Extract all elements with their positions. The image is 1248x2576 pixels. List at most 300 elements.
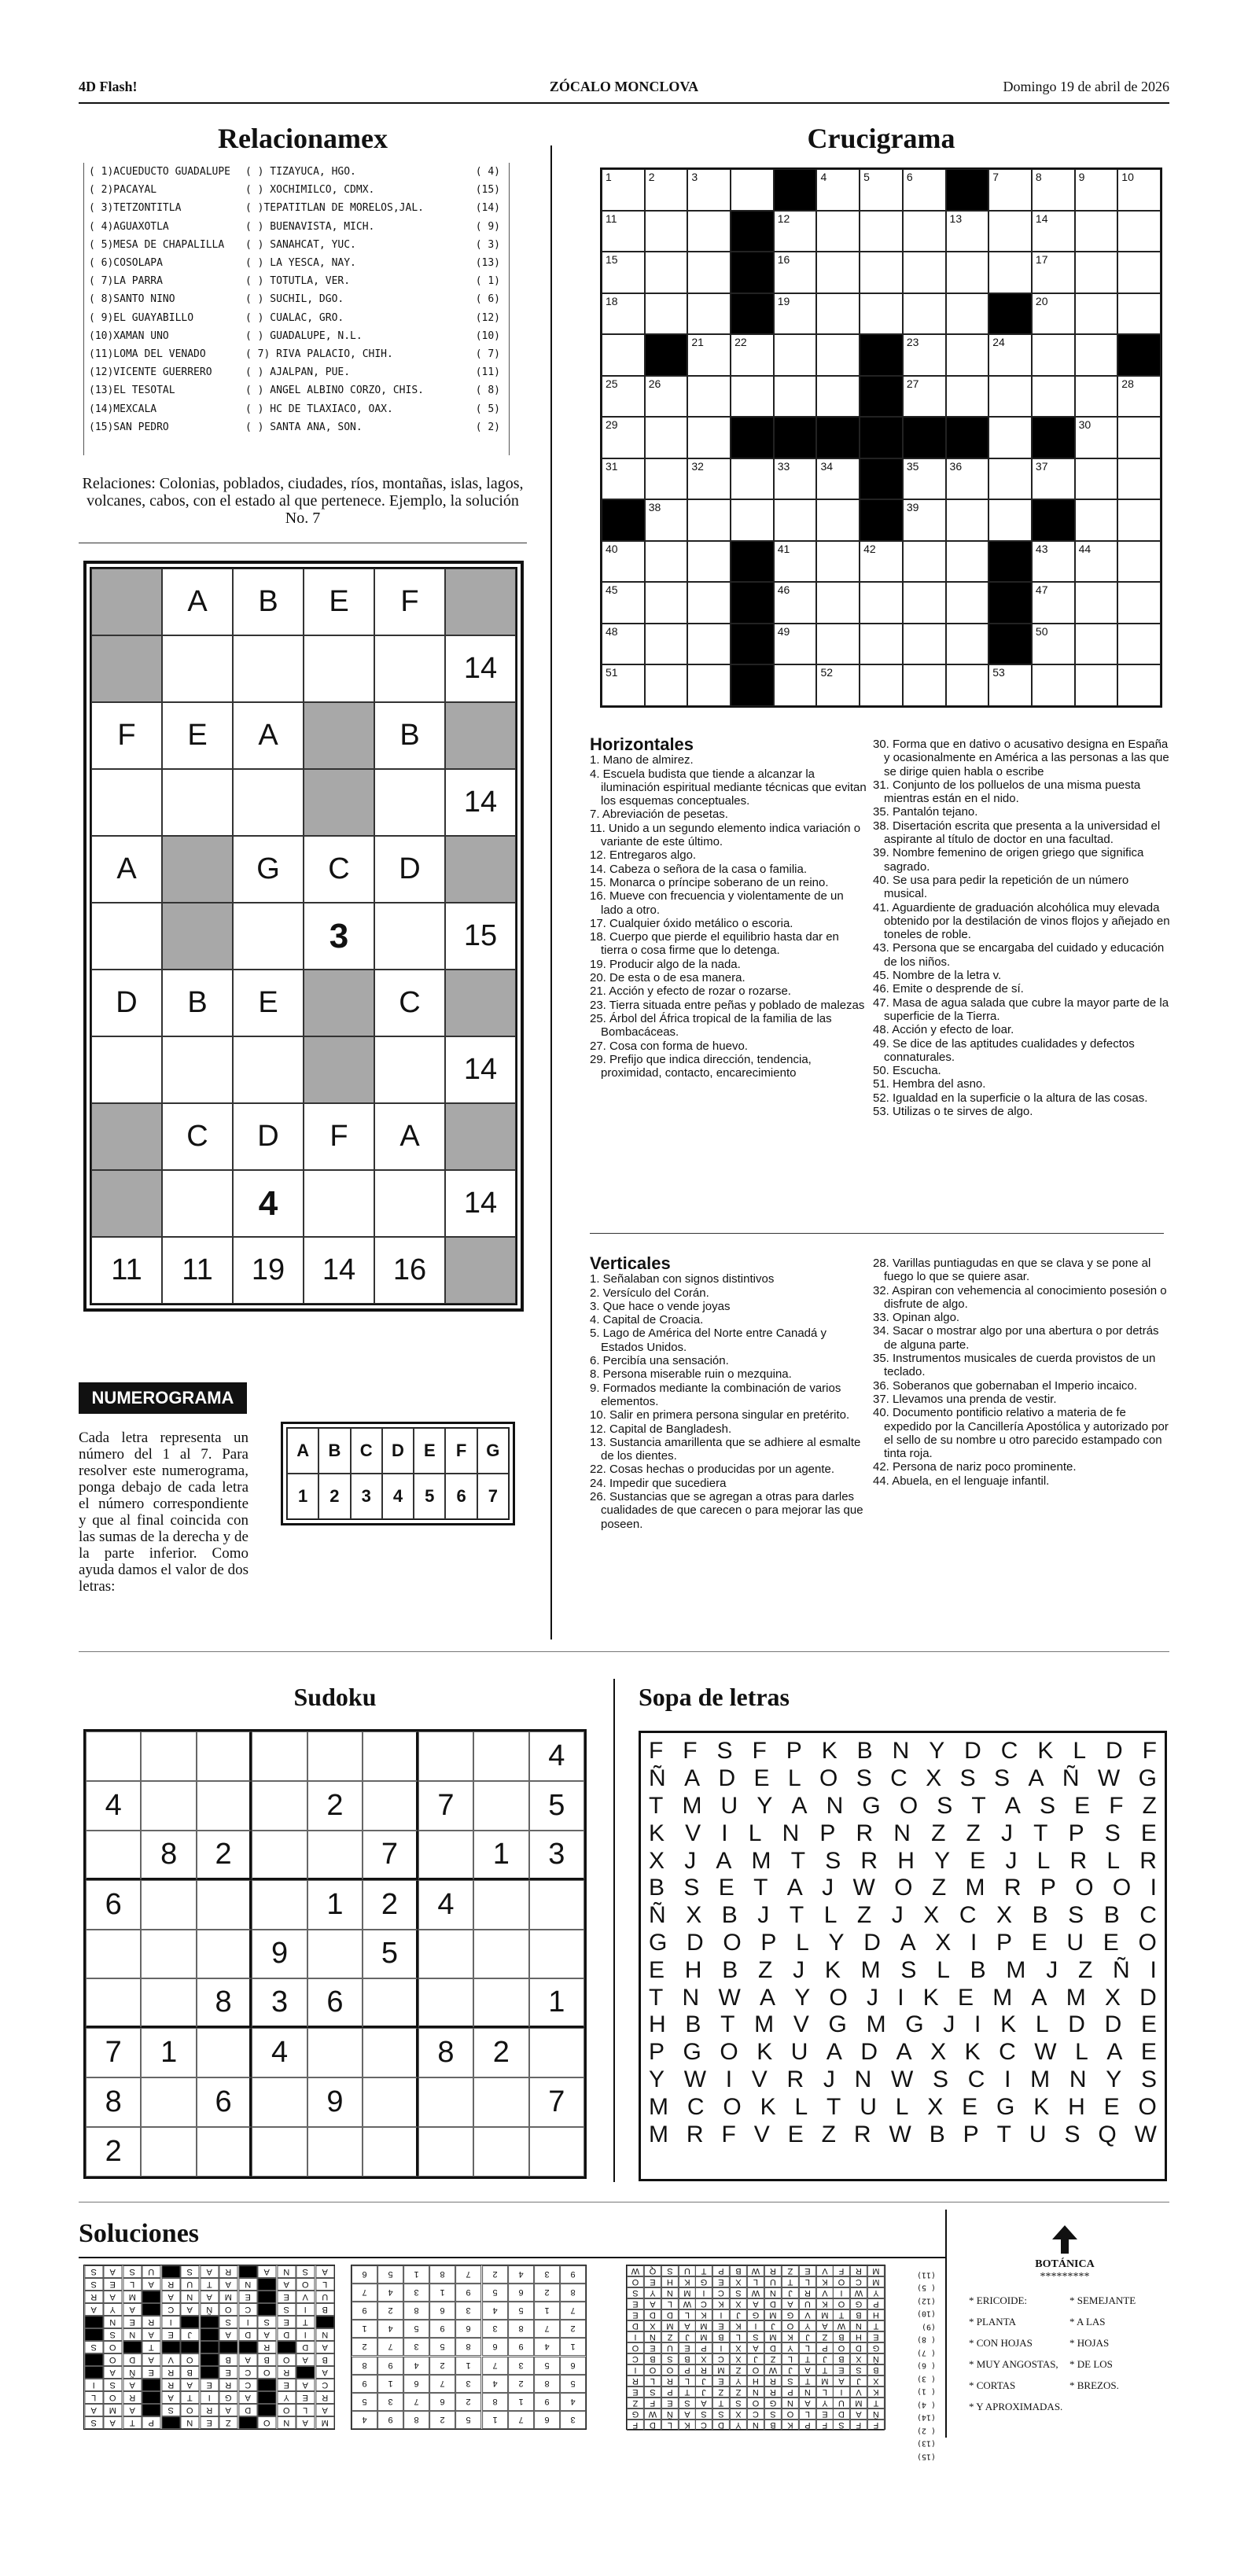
sudoku-cell[interactable] [252,2127,307,2177]
crossword-cell[interactable] [946,376,989,418]
sudoku-cell[interactable] [363,2127,418,2177]
crossword-cell[interactable] [687,334,731,376]
crossword-cell[interactable] [774,376,817,418]
crossword-cell[interactable] [602,252,645,293]
crossword-cell[interactable] [1075,499,1118,541]
sudoku-cell[interactable] [418,1978,473,2028]
crossword-cell[interactable] [816,624,860,665]
sudoku-cell[interactable] [473,1880,528,1930]
crossword-cell[interactable] [1117,541,1161,583]
numerograma-cell [91,1103,162,1170]
sudoku-cell[interactable] [197,1930,252,1979]
crossword-cell[interactable] [988,211,1032,252]
sopa-letter: I [725,2066,733,2092]
rel-answer: (9) [921,2322,936,2331]
crossword-cell[interactable] [1117,582,1161,624]
solution-cell: 3 [534,2265,560,2283]
solution-cell [219,2341,237,2353]
crossword-cell[interactable] [1075,376,1118,418]
solution-cell: A [315,2341,334,2353]
solution-cell: A [296,2353,315,2366]
crossword-cell[interactable] [903,458,946,500]
sudoku-cell[interactable] [363,2028,418,2077]
solution-cell: Y [867,2287,885,2298]
crossword-cell[interactable] [774,252,817,293]
crossword-cell[interactable] [645,211,688,252]
solution-cell: S [123,2265,142,2278]
crossword-cell[interactable] [816,458,860,500]
crossword-cell[interactable] [687,376,731,418]
crossword-cell[interactable] [687,664,731,706]
crossword-cell[interactable] [903,664,946,706]
solution-cell: O [219,2303,237,2316]
crossword-cell[interactable] [1032,211,1075,252]
solution-cell: T [142,2341,160,2353]
numerograma-cell [445,836,516,903]
crossword-cell[interactable] [1075,624,1118,665]
crossword-cell[interactable] [1117,417,1161,458]
crossword-cell[interactable] [816,334,860,376]
sudoku-cell[interactable] [86,1831,141,1880]
crossword-cell[interactable] [645,417,688,458]
crossword-cell[interactable] [860,624,903,665]
crossword-cell[interactable] [645,624,688,665]
solution-cell: 2 [429,2357,455,2375]
crossword-clue-number: 27 [906,377,919,390]
crossword-cell[interactable] [774,499,817,541]
crossword-cell[interactable] [946,541,989,583]
solution-cell: Z [712,2386,730,2398]
sudoku-cell[interactable]: 4 [418,1880,473,1930]
clue-item: 17. Cualquier óxido metálico o escoria. [590,916,793,930]
crossword-cell[interactable] [1075,211,1118,252]
solution-cell [161,2341,180,2353]
sudoku-cell[interactable]: 7 [418,1781,473,1831]
crossword-cell[interactable] [602,582,645,624]
sudoku-cell[interactable]: 2 [307,1781,363,1831]
crossword-cell[interactable] [1032,458,1075,500]
sudoku-cell[interactable]: 4 [86,1781,141,1831]
crossword-cell[interactable] [1117,293,1161,335]
sudoku-cell[interactable]: 8 [141,1831,196,1880]
sudoku-cell[interactable] [363,1781,418,1831]
crossword-cell[interactable] [1117,376,1161,418]
sudoku-cell[interactable]: 2 [473,2028,528,2077]
sopa-letter: X [686,1902,702,1929]
sudoku-cell[interactable] [197,2127,252,2177]
solution-cell: E [277,2379,296,2391]
crossword-cell[interactable] [1032,252,1075,293]
sudoku-cell[interactable] [197,1731,252,1781]
sudoku-cell[interactable] [197,2028,252,2077]
crossword-cell[interactable] [687,169,731,211]
crossword-cell[interactable] [946,211,989,252]
solution-cell: D [850,2342,867,2353]
sudoku-cell[interactable]: 1 [473,1831,528,1880]
sopa-letter: I [974,2011,981,2038]
sudoku-cell[interactable]: 6 [197,2077,252,2127]
crossword-cell[interactable] [903,169,946,211]
sudoku-cell[interactable]: 5 [363,1930,418,1979]
clue-item: 43. Persona que se encargaba del cuidado y educación de los niños. [873,941,1165,969]
crossword-cell[interactable] [1032,293,1075,335]
solution-cell: E [219,2366,237,2379]
numerograma-cell [374,1170,445,1237]
crossword-cell[interactable] [988,252,1032,293]
crossword-cell[interactable] [988,334,1032,376]
sudoku-cell[interactable] [473,1930,528,1979]
crossword-cell[interactable] [860,211,903,252]
crossword-cell[interactable] [1075,169,1118,211]
solution-cell: B [679,2353,696,2364]
crossword-cell[interactable] [903,499,946,541]
sudoku-cell[interactable]: 8 [197,1978,252,2028]
crossword-cell[interactable] [1075,458,1118,500]
crossword-cell[interactable] [903,541,946,583]
crossword-cell[interactable] [1032,169,1075,211]
crossword-black-cell [731,417,774,458]
crossword-cell[interactable] [860,541,903,583]
crossword-cell[interactable] [1075,582,1118,624]
crossword-cell[interactable] [602,417,645,458]
crossword-cell[interactable] [774,582,817,624]
sudoku-cell[interactable] [252,1831,307,1880]
rel-item-left: ( 7)LA PARRA [89,275,163,288]
sudoku-cell[interactable] [252,1880,307,1930]
sudoku-cell[interactable] [141,1781,196,1831]
sudoku-cell[interactable] [252,2077,307,2127]
solution-cell: T [180,2391,199,2404]
sudoku-cell[interactable] [418,1831,473,1880]
numerograma-cell: 14 [304,1237,374,1304]
relacionamex-row [84,236,509,254]
crossword-cell[interactable] [687,499,731,541]
hint-line: * MUY ANGOSTAS, [969,2358,1058,2370]
crossword-cell[interactable] [645,541,688,583]
solution-cell: O [833,2342,850,2353]
sudoku-cell[interactable] [307,1831,363,1880]
crucigrama-title: Crucigrama [807,123,955,154]
crossword-cell[interactable] [602,541,645,583]
crossword-cell[interactable] [946,624,989,665]
sudoku-cell[interactable] [307,1930,363,1979]
crossword-cell[interactable] [903,376,946,418]
crossword-cell[interactable] [816,169,860,211]
crossword-black-cell [860,417,903,458]
crossword-cell[interactable] [645,169,688,211]
sudoku-cell[interactable] [529,2028,584,2077]
crossword-cell[interactable] [731,499,774,541]
crossword-cell[interactable] [687,458,731,500]
crossword-cell[interactable] [816,376,860,418]
crossword-cell[interactable] [774,334,817,376]
crossword-cell[interactable] [645,458,688,500]
crossword-cell[interactable] [903,624,946,665]
sudoku-cell[interactable]: 3 [529,1831,584,1880]
crossword-cell[interactable] [687,252,731,293]
crossword-cell[interactable] [946,252,989,293]
sudoku-cell[interactable] [86,1930,141,1979]
crossword-cell[interactable] [731,458,774,500]
crossword-cell[interactable] [1117,499,1161,541]
solution-cell: M [712,2364,730,2375]
crossword-cell[interactable] [903,211,946,252]
sopa-letter: R [786,2066,804,2092]
sopa-letter: J [1046,1956,1058,1983]
crossword-cell[interactable] [860,293,903,335]
solution-cell: L [644,2375,661,2386]
crossword-cell[interactable] [860,582,903,624]
hint-line: * PLANTA [969,2316,1016,2328]
sudoku-cell[interactable] [141,1731,196,1781]
sudoku-cell[interactable]: 6 [307,1978,363,2028]
crossword-cell[interactable] [645,582,688,624]
crossword-cell[interactable] [1075,541,1118,583]
crossword-cell[interactable] [903,334,946,376]
numerograma-cell: B [233,569,304,635]
crossword-cell[interactable] [816,541,860,583]
hint-line: * CORTAS [969,2379,1016,2391]
crossword-cell[interactable] [946,458,989,500]
solution-cell: 6 [455,2320,481,2338]
crossword-cell[interactable] [1117,664,1161,706]
solution-cell: E [833,2364,850,2375]
crossword-cell[interactable] [687,541,731,583]
sudoku-cell[interactable]: 4 [529,1731,584,1781]
sopa-letter: S [937,1792,953,1819]
sudoku-cell[interactable] [86,1731,141,1781]
sudoku-cell[interactable] [363,1731,418,1781]
solution-cell: 2 [560,2320,586,2338]
sopa-letter: U [720,1792,738,1819]
crossword-cell[interactable] [1117,624,1161,665]
crossword-cell[interactable] [1075,334,1118,376]
crossword-cell[interactable] [988,664,1032,706]
crossword-cell[interactable] [731,169,774,211]
crossword-cell[interactable] [645,499,688,541]
crossword-cell[interactable] [946,499,989,541]
sudoku-cell[interactable] [141,1930,196,1979]
crossword-cell[interactable] [602,211,645,252]
crossword-cell[interactable] [903,293,946,335]
sudoku-cell[interactable]: 1 [141,2028,196,2077]
crossword-cell[interactable] [645,664,688,706]
sudoku-cell[interactable]: 7 [529,2077,584,2127]
sudoku-cell[interactable]: 2 [86,2127,141,2177]
sopa-letter: Y [649,2066,665,2092]
solution-cell: W [644,2409,661,2420]
crossword-cell[interactable] [687,582,731,624]
crossword-cell[interactable] [645,293,688,335]
soluciones-divider [945,2210,947,2438]
crossword-cell[interactable] [816,211,860,252]
crossword-cell[interactable] [946,293,989,335]
crossword-cell[interactable] [687,417,731,458]
crossword-cell[interactable] [1117,252,1161,293]
solution-cell: A [84,2404,103,2416]
crossword-cell[interactable] [645,376,688,418]
crossword-cell[interactable] [645,252,688,293]
crossword-cell[interactable] [860,664,903,706]
sudoku-cell[interactable] [197,1781,252,1831]
crossword-cell[interactable] [988,458,1032,500]
crossword-cell[interactable] [1032,334,1075,376]
sudoku-cell[interactable] [529,1930,584,1979]
crossword-cell[interactable] [687,211,731,252]
crossword-cell[interactable] [1032,664,1075,706]
sudoku-cell[interactable] [473,2127,528,2177]
sudoku-cell[interactable]: 1 [529,1978,584,2028]
crossword-cell[interactable] [602,334,645,376]
crossword-cell[interactable] [816,252,860,293]
sudoku-cell[interactable]: 2 [197,1831,252,1880]
sudoku-cell[interactable] [418,2127,473,2177]
solution-cell: I [833,2287,850,2298]
crossword-cell[interactable] [774,624,817,665]
crossword-cell[interactable] [903,252,946,293]
sudoku-cell[interactable]: 8 [86,2077,141,2127]
sopa-letter: G [828,2011,847,2038]
solution-cell: P [695,2342,712,2353]
numerograma-cell [91,1036,162,1103]
sudoku-cell[interactable]: 1 [307,1880,363,1930]
sudoku-cell[interactable] [86,1978,141,2028]
crossword-cell[interactable] [1032,624,1075,665]
crossword-cell[interactable] [816,582,860,624]
crossword-cell[interactable] [988,417,1032,458]
rel-item-number: (14) [475,202,500,215]
crossword-cell[interactable] [774,211,817,252]
solution-cell: U [833,2398,850,2409]
crossword-cell[interactable] [687,293,731,335]
sopa-letter: Z [758,1956,773,1983]
sudoku-cell[interactable] [418,1731,473,1781]
horizontales-heading: Horizontales [590,734,694,754]
crossword-cell[interactable] [1075,417,1118,458]
crossword-cell[interactable] [860,252,903,293]
crossword-cell[interactable] [988,499,1032,541]
sudoku-cell[interactable] [307,2127,363,2177]
sudoku-cell[interactable]: 2 [363,1880,418,1930]
crossword-cell[interactable] [602,293,645,335]
sudoku-cell[interactable] [141,1978,196,2028]
crossword-cell[interactable] [988,376,1032,418]
crossword-cell[interactable] [774,458,817,500]
crossword-cell[interactable] [946,334,989,376]
crossword-cell[interactable] [1075,664,1118,706]
sudoku-cell[interactable] [418,2077,473,2127]
sudoku-cell[interactable] [141,2077,196,2127]
crossword-cell[interactable] [687,624,731,665]
sudoku-cell[interactable] [141,2127,196,2177]
sudoku-cell[interactable] [418,1930,473,1979]
solution-cell: V [161,2353,180,2366]
sudoku-cell[interactable] [141,1880,196,1930]
crossword-cell[interactable] [988,169,1032,211]
crossword-black-cell [731,211,774,252]
sudoku-cell[interactable] [307,2028,363,2077]
sudoku-cell[interactable]: 7 [86,2028,141,2077]
solution-cell: S [296,2265,315,2278]
sudoku-cell[interactable] [529,2127,584,2177]
hint-line: * A LAS [1069,2316,1106,2328]
crossword-cell[interactable] [774,664,817,706]
crossword-cell[interactable] [946,582,989,624]
crossword-clue-number: 26 [648,377,661,390]
sopa-letter: M [965,1875,985,1901]
crossword-cell[interactable] [1032,582,1075,624]
sudoku-cell[interactable] [473,2077,528,2127]
solution-cell: Z [816,2331,834,2342]
sudoku-cell[interactable]: 8 [418,2028,473,2077]
sopa-letter: D [1104,2011,1122,2038]
sudoku-cell[interactable]: 9 [307,2077,363,2127]
crossword-cell[interactable] [731,334,774,376]
crossword-cell[interactable] [602,169,645,211]
crossword-cell[interactable] [946,664,989,706]
sudoku-cell[interactable] [363,2077,418,2127]
sudoku-cell[interactable] [252,1781,307,1831]
crossword-cell[interactable] [731,376,774,418]
sopa-letter: D [863,1929,881,1956]
sudoku-cell[interactable] [473,1781,528,1831]
crossword-cell[interactable] [602,664,645,706]
crossword-cell[interactable] [602,624,645,665]
solution-cell: A [747,2298,764,2309]
sudoku-cell[interactable]: 5 [529,1781,584,1831]
solution-cell: 9 [455,2283,481,2302]
crossword-cell[interactable] [903,582,946,624]
crossword-cell[interactable] [1117,211,1161,252]
sudoku-cell[interactable] [252,1731,307,1781]
sudoku-cell[interactable] [363,1978,418,2028]
crossword-cell[interactable] [860,169,903,211]
relacionamex-list [83,163,510,455]
sudoku-cell[interactable] [529,1880,584,1930]
crossword-cell[interactable] [816,293,860,335]
solution-cell: K [679,2276,696,2287]
crossword-cell[interactable] [774,541,817,583]
crossword-cell[interactable] [816,499,860,541]
crossword-cell[interactable] [602,376,645,418]
crossword-cell[interactable] [602,458,645,500]
crossword-cell[interactable] [1075,293,1118,335]
crossword-cell[interactable] [816,664,860,706]
sudoku-cell[interactable] [197,1880,252,1930]
crossword-cell[interactable] [1075,252,1118,293]
sopa-letter: M [866,2011,886,2038]
sudoku-cell[interactable]: 9 [252,1930,307,1979]
crossword-cell[interactable] [1032,541,1075,583]
sudoku-cell[interactable] [307,1731,363,1781]
sudoku-cell[interactable] [473,1731,528,1781]
crossword-cell[interactable] [774,293,817,335]
sopa-letter: T [753,1875,768,1901]
sudoku-cell[interactable]: 4 [252,2028,307,2077]
solution-cell: O [833,2276,850,2287]
sudoku-cell[interactable]: 3 [252,1978,307,2028]
sudoku-cell[interactable]: 6 [86,1880,141,1930]
sopa-letter: L [787,1765,801,1792]
crossword-cell[interactable] [1117,458,1161,500]
numerograma-cell: 14 [445,769,516,836]
solution-cell: 7 [352,2283,377,2302]
sudoku-cell[interactable] [473,1978,528,2028]
sudoku-cell[interactable]: 7 [363,1831,418,1880]
crossword-cell[interactable] [1117,169,1161,211]
sopa-letter: Y [828,1929,845,1956]
crossword-cell[interactable] [1032,376,1075,418]
